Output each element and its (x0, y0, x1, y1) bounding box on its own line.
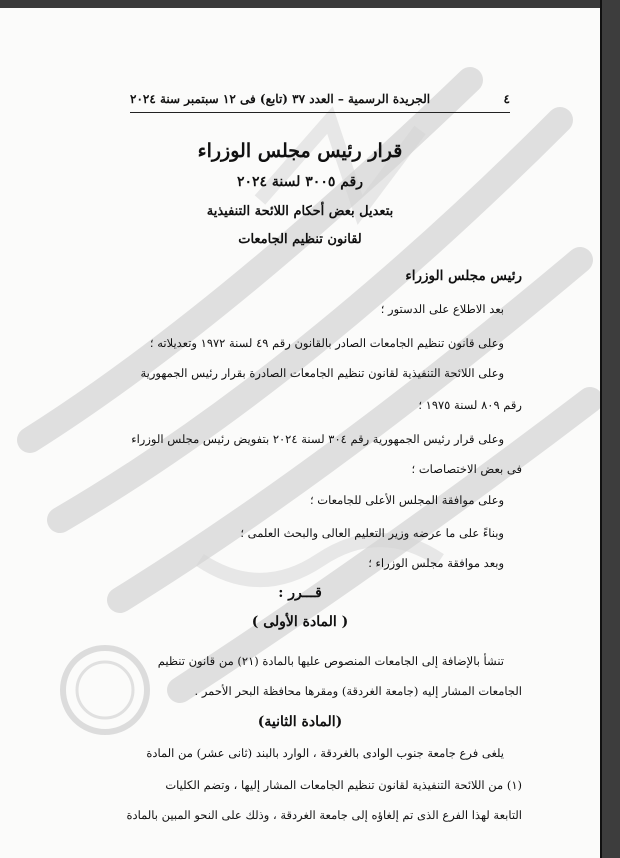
preamble-line: رقم ٨٠٩ لسنة ١٩٧٥ ؛ (418, 398, 522, 412)
preamble-line: وعلى اللائحة التنفيذية لقانون تنظيم الجامعات الصادرة بقرار رئيس الجمهورية (140, 366, 504, 380)
page-number: ٤ (503, 92, 510, 106)
header-divider (130, 112, 510, 113)
article-2-text: يلغى فرع جامعة جنوب الوادى بالغردقة ، الوارد بالبند (ثانى عشر) من المادة (146, 746, 504, 760)
article-1-title: ( المادة الأولى ) (251, 614, 349, 630)
preamble-line: وعلى قرار رئيس الجمهورية رقم ٣٠٤ لسنة ٢٠٢٤ بتفويض رئيس مجلس الوزراء (131, 432, 504, 446)
gazette-reference: الجريدة الرسمية – العدد ٣٧ (تابع) فى ١٢ سبتمبر سنة ٢٠٢٤ (130, 92, 431, 106)
decree-title: قرار رئيس مجلس الوزراء (197, 140, 403, 162)
decree-subject-line-2: لقانون تنظيم الجامعات (238, 232, 362, 247)
preamble-line: بعد الاطلاع على الدستور ؛ (380, 302, 504, 316)
article-1-text: تنشأ بالإضافة إلى الجامعات المنصوص عليها بالمادة (٢١) من قانون تنظيم (157, 654, 504, 668)
article-1-text: الجامعات المشار إليه (جامعة الغردقة) ومقرها محافظة البحر الأحمر . (194, 684, 522, 698)
article-2-text: (١) من اللائحة التنفيذية لقانون تنظيم الجامعات المشار إليها ، وتضم الكليات (165, 778, 522, 792)
article-2-text: التابعة لهذا الفرع الذى تم إلغاؤه إلى جامعة الغردقة ، وذلك على النحو المبين بالمادة (126, 808, 522, 822)
decree-subject-line-1: بتعديل بعض أحكام اللائحة التنفيذية (206, 204, 394, 219)
decree-number: رقم ٣٠٠٥ لسنة ٢٠٢٤ (236, 174, 364, 190)
preamble-line: وبناءً على ما عرضه وزير التعليم العالى والبحث العلمى ؛ (240, 526, 504, 540)
preamble-line: وعلى موافقة المجلس الأعلى للجامعات ؛ (309, 493, 504, 507)
preamble-line: فى بعض الاختصاصات ؛ (411, 462, 522, 476)
page-header (130, 90, 510, 108)
decree-word: قـــرر : (278, 585, 322, 601)
article-2-title: (المادة الثانية) (257, 714, 343, 730)
preamble-line: وعلى قانون تنظيم الجامعات الصادر بالقانون رقم ٤٩ لسنة ١٩٧٢ وتعديلاته ؛ (149, 336, 504, 350)
preamble-line: وبعد موافقة مجلس الوزراء ؛ (368, 556, 504, 570)
issuer-heading: رئيس مجلس الوزراء (405, 268, 522, 284)
